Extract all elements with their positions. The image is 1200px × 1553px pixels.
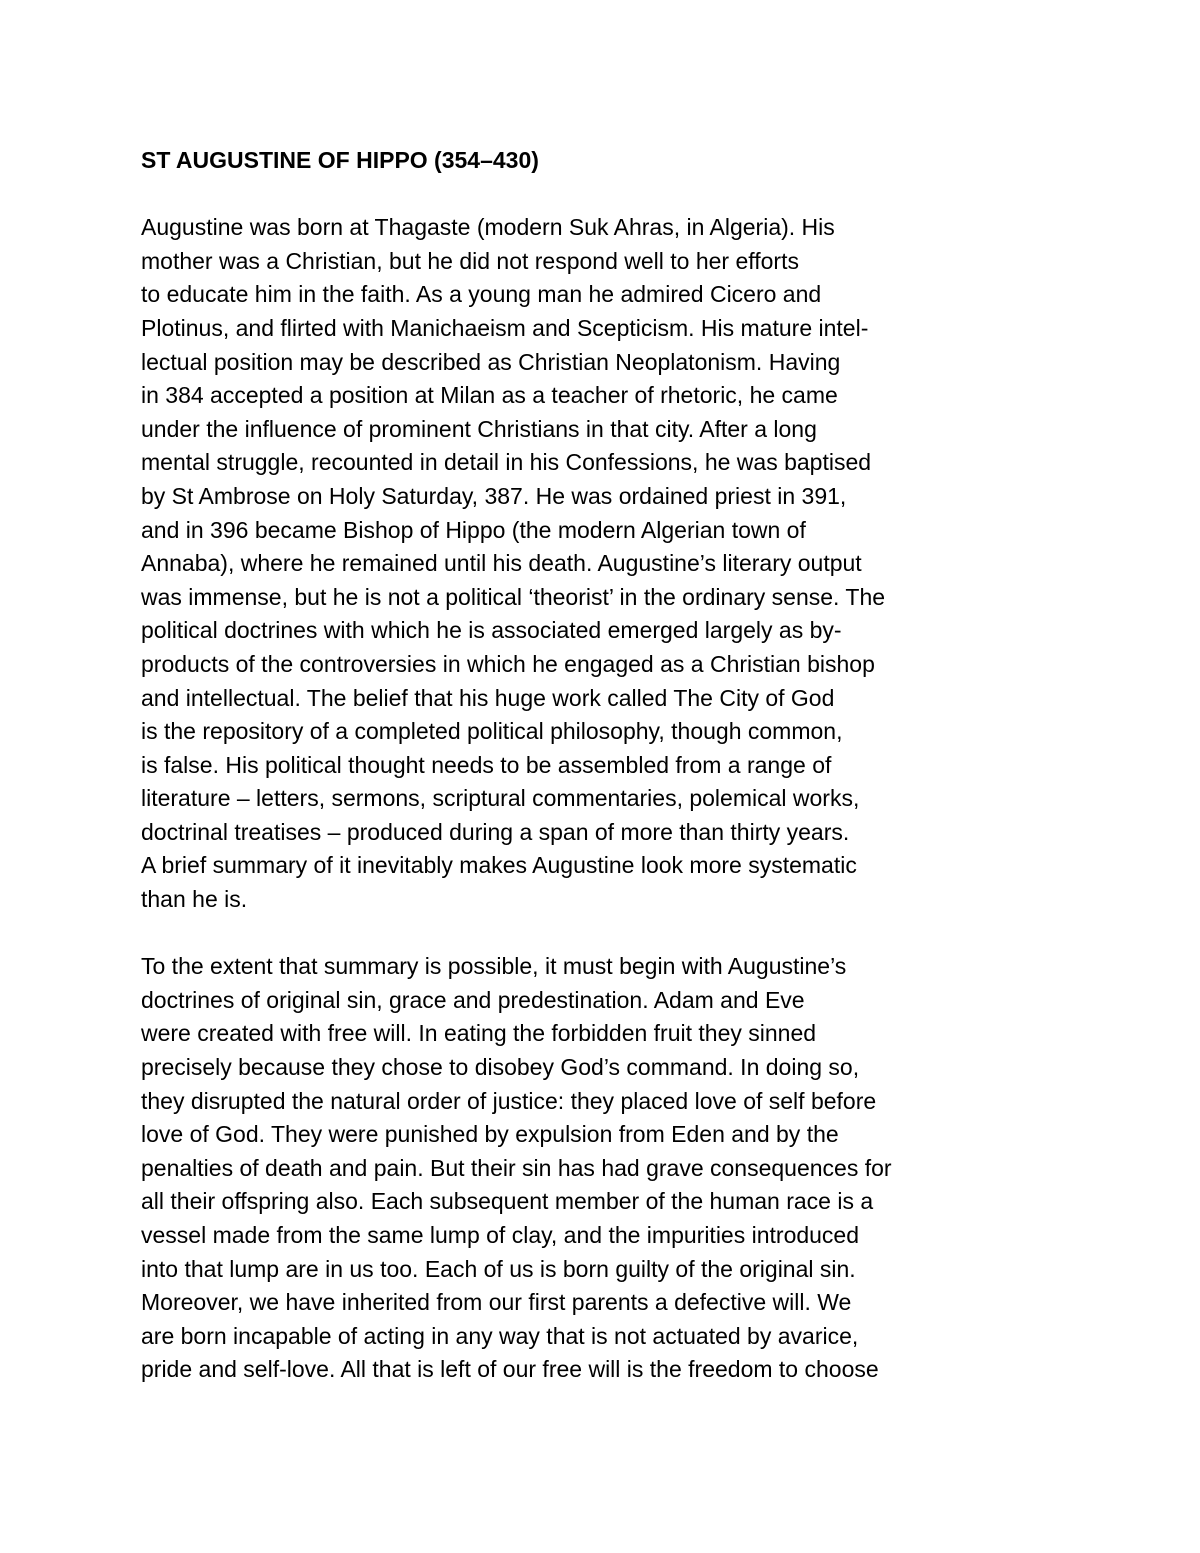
text-line: mother was a Christian, but he did not respond well to her efforts xyxy=(141,247,799,274)
text-line: than he is. xyxy=(141,886,248,913)
text-line: and in 396 became Bishop of Hippo (the modern Algerian town of xyxy=(141,516,806,543)
text-line: by St Ambrose on Holy Saturday, 387. He was ordained priest in 391, xyxy=(141,482,847,509)
text-line: is the repository of a completed political philosophy, though common, xyxy=(141,718,843,745)
text-line: pride and self-love. All that is left of our free will is the freedom to choose xyxy=(141,1356,879,1383)
text-line: and intellectual. The belief that his huge work called The City of God xyxy=(141,684,835,711)
text-line: is false. His political thought needs to be assembled from a range of xyxy=(141,751,832,778)
text-line: A brief summary of it inevitably makes Augustine look more systematic xyxy=(141,852,857,879)
text-line: were created with free will. In eating the forbidden fruit they sinned xyxy=(141,1020,817,1047)
text-line: all their offspring also. Each subsequent member of the human race is a xyxy=(141,1188,874,1215)
text-line: vessel made from the same lump of clay, and the impurities introduced xyxy=(141,1222,860,1248)
text-line: they disrupted the natural order of justice: they placed love of self before xyxy=(141,1087,877,1114)
text-line: doctrinal treatises – produced during a span of more than thirty years. xyxy=(141,818,850,845)
text-line: lectual position may be described as Christian Neoplatonism. Having xyxy=(141,348,841,375)
document-title: ST AUGUSTINE OF HIPPO (354–430) xyxy=(141,147,539,173)
text-line: was immense, but he is not a political ‘theorist’ in the ordinary sense. The xyxy=(141,583,886,610)
text-line: love of God. They were punished by expulsion from Eden and by the xyxy=(141,1121,839,1148)
text-line: products of the controversies in which he engaged as a Christian bishop xyxy=(141,650,875,677)
text-line: political doctrines with which he is associated emerged largely as by- xyxy=(141,617,842,644)
text-line: To the extent that summary is possible, it must begin with Augustine’s xyxy=(141,953,847,980)
text-line: Plotinus, and flirted with Manichaeism and Scepticism. His mature intel- xyxy=(141,314,869,341)
text-line: to educate him in the faith. As a young man he admired Cicero and xyxy=(141,281,822,308)
text-line: penalties of death and pain. But their sin has had grave consequences for xyxy=(141,1154,892,1181)
text-line: literature – letters, sermons, scriptural commentaries, polemical works, xyxy=(141,785,860,812)
text-line: Annaba), where he remained until his death. Augustine’s literary output xyxy=(141,550,862,577)
text-line: into that lump are in us too. Each of us is born guilty of the original sin. xyxy=(141,1255,856,1282)
document-body xyxy=(141,144,1041,1421)
text-line: precisely because they chose to disobey God’s command. In doing so, xyxy=(141,1054,860,1081)
text-line: doctrines of original sin, grace and predestination. Adam and Eve xyxy=(141,986,805,1013)
text-line: mental struggle, recounted in detail in his Confessions, he was baptised xyxy=(141,449,872,476)
paragraph-1 xyxy=(141,211,1041,916)
text-line: in 384 accepted a position at Milan as a teacher of rhetoric, he came xyxy=(141,382,838,409)
text-line: under the influence of prominent Christians in that city. After a long xyxy=(141,415,817,442)
paragraph-2 xyxy=(141,950,1041,1387)
text-line: Augustine was born at Thagaste (modern Suk Ahras, in Algeria). His xyxy=(141,214,835,241)
text-line: are born incapable of acting in any way that is not actuated by avarice, xyxy=(141,1322,859,1349)
text-line: Moreover, we have inherited from our first parents a defective will. We xyxy=(141,1289,852,1316)
